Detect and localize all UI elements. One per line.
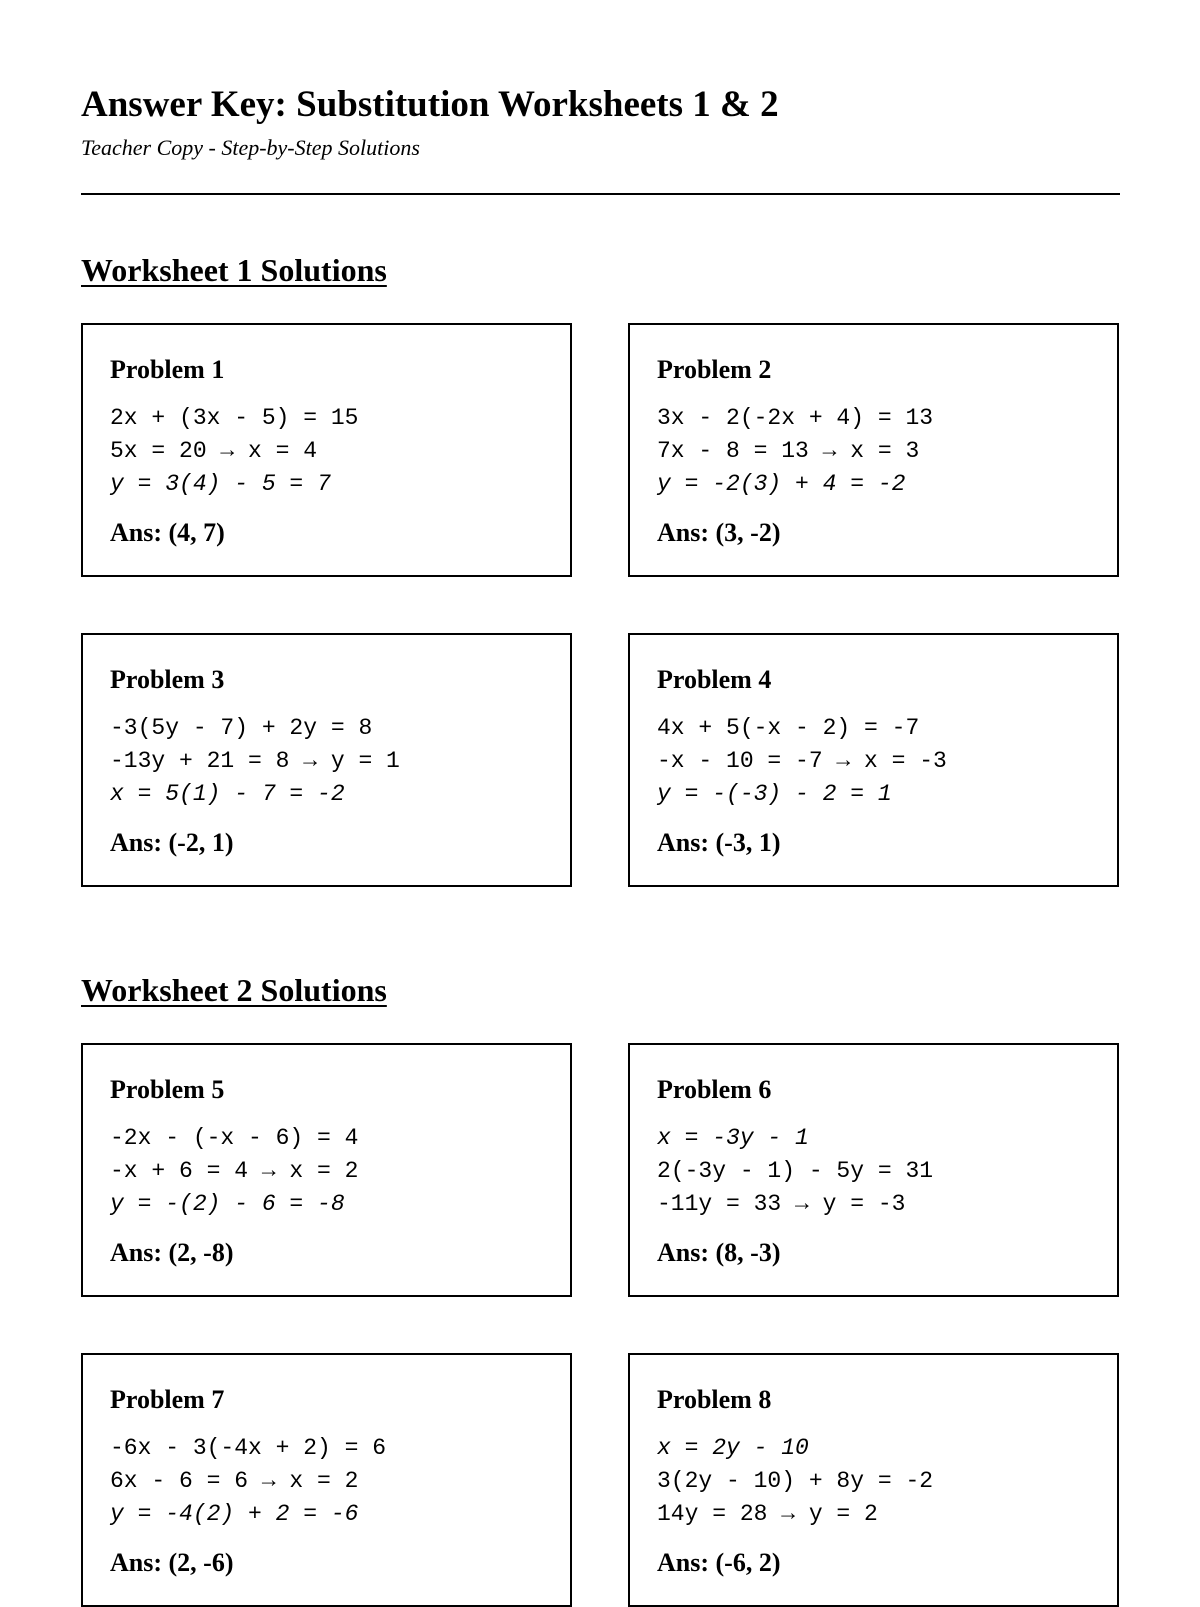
- solution-step: 7x - 8 = 13 → x = 3: [657, 438, 920, 464]
- answer-label: Ans: (-6, 2): [657, 1548, 781, 1577]
- answer-label: Ans: (4, 7): [110, 518, 225, 547]
- solution-steps: [110, 402, 358, 501]
- solution-step: 4x + 5(-x - 2) = -7: [657, 715, 920, 741]
- solution-steps: [110, 712, 400, 811]
- problem-card-2: [628, 323, 1119, 577]
- solution-step: y = -4(2) + 2 = -6: [110, 1501, 359, 1527]
- problem-title: Problem 6: [657, 1075, 772, 1104]
- answer-label: Ans: (3, -2): [657, 518, 781, 547]
- solution-step: x = 2y - 10: [657, 1435, 809, 1461]
- problem-title: Problem 4: [657, 665, 772, 694]
- page-subtitle: Teacher Copy - Step-by-Step Solutions: [81, 135, 420, 160]
- problem-card-6: [628, 1043, 1119, 1297]
- solution-steps: [657, 402, 933, 501]
- problem-title: Problem 3: [110, 665, 225, 694]
- solution-step: y = 3(4) - 5 = 7: [110, 471, 331, 497]
- section-title-worksheet-1: Worksheet 1 Solutions: [81, 252, 387, 288]
- solution-step: y = -(2) - 6 = -8: [110, 1191, 345, 1217]
- solution-step: -11y = 33 → y = -3: [657, 1191, 906, 1217]
- problem-title: Problem 7: [110, 1385, 225, 1414]
- answer-label: Ans: (2, -6): [110, 1548, 234, 1577]
- answer-label: Ans: (2, -8): [110, 1238, 234, 1267]
- solution-steps: [657, 712, 947, 811]
- answer-label: Ans: (-2, 1): [110, 828, 234, 857]
- solution-steps: [657, 1432, 933, 1531]
- solution-step: 14y = 28 → y = 2: [657, 1501, 878, 1527]
- solution-step: -3(5y - 7) + 2y = 8: [110, 715, 373, 741]
- problem-card-3: [81, 633, 572, 887]
- problem-card-1: [81, 323, 572, 577]
- problem-title: Problem 2: [657, 355, 772, 384]
- solution-steps: [657, 1122, 933, 1221]
- answer-label: Ans: (-3, 1): [657, 828, 781, 857]
- solution-steps: [110, 1122, 358, 1221]
- solution-step: 6x - 6 = 6 → x = 2: [110, 1468, 359, 1494]
- title-divider: [81, 193, 1120, 195]
- solution-step: -x + 6 = 4 → x = 2: [110, 1158, 359, 1184]
- page-title: Answer Key: Substitution Worksheets 1 & 2: [81, 84, 779, 125]
- solution-step: 2x + (3x - 5) = 15: [110, 405, 359, 431]
- answer-label: Ans: (8, -3): [657, 1238, 781, 1267]
- solution-step: -x - 10 = -7 → x = -3: [657, 748, 947, 774]
- solution-step: -2x - (-x - 6) = 4: [110, 1125, 359, 1151]
- solution-step: x = -3y - 1: [657, 1125, 809, 1151]
- problem-card-5: [81, 1043, 572, 1297]
- solution-step: x = 5(1) - 7 = -2: [110, 781, 345, 807]
- solution-step: 3x - 2(-2x + 4) = 13: [657, 405, 934, 431]
- solution-step: y = -2(3) + 4 = -2: [657, 471, 906, 497]
- problem-title: Problem 5: [110, 1075, 225, 1104]
- solution-step: 3(2y - 10) + 8y = -2: [657, 1468, 934, 1494]
- problem-title: Problem 1: [110, 355, 225, 384]
- problem-card-7: [81, 1353, 572, 1607]
- section-title-worksheet-2: Worksheet 2 Solutions: [81, 972, 387, 1008]
- problem-card-8: [628, 1353, 1119, 1607]
- solution-steps: [110, 1432, 386, 1531]
- problem-card-4: [628, 633, 1119, 887]
- solution-step: -6x - 3(-4x + 2) = 6: [110, 1435, 387, 1461]
- solution-step: y = -(-3) - 2 = 1: [657, 781, 892, 807]
- solution-step: 5x = 20 → x = 4: [110, 438, 318, 464]
- solution-step: 2(-3y - 1) - 5y = 31: [657, 1158, 934, 1184]
- problem-title: Problem 8: [657, 1385, 772, 1414]
- solution-step: -13y + 21 = 8 → y = 1: [110, 748, 400, 774]
